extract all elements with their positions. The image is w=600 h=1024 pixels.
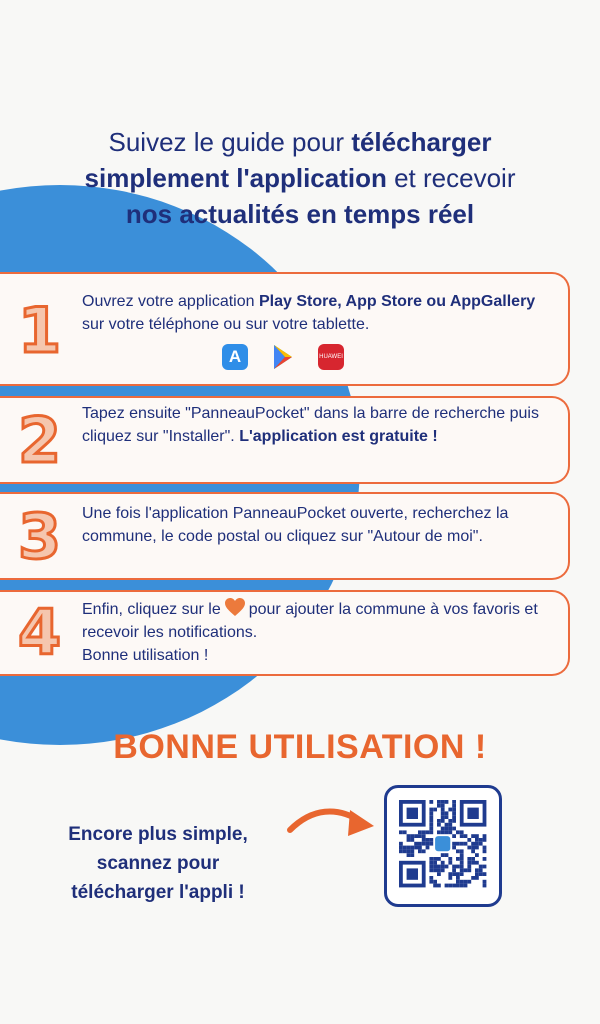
qr-module <box>437 823 441 827</box>
qr-module <box>441 804 445 808</box>
qr-module <box>471 842 475 846</box>
qr-module <box>422 849 426 853</box>
qr-module <box>429 880 433 884</box>
qr-module <box>471 861 475 865</box>
qr-module <box>433 808 437 812</box>
qr-module <box>429 823 433 827</box>
qr-module <box>441 853 445 857</box>
qr-module <box>452 800 456 804</box>
step-text-3: Une fois l'application PanneauPocket ouverte, recherchez la commune, le code postal ou cliquez sur "Autour de moi". <box>82 505 509 545</box>
qr-module <box>429 842 433 846</box>
qr-module <box>399 842 403 846</box>
qr-module <box>475 861 479 865</box>
step-number-2: 2 <box>18 404 62 477</box>
qr-module <box>441 819 445 823</box>
qr-module <box>483 838 487 842</box>
bonne-utilisation-heading: BONNE UTILISATION ! <box>113 728 487 766</box>
qr-module <box>418 846 422 850</box>
qr-module <box>452 842 456 846</box>
qr-module <box>429 830 433 834</box>
qr-module <box>445 853 449 857</box>
qr-module <box>422 838 426 842</box>
qr-module <box>460 830 464 834</box>
qr-module <box>403 830 407 834</box>
qr-module <box>410 853 414 857</box>
qr-module <box>464 884 468 888</box>
qr-module <box>437 865 441 869</box>
qr-module <box>437 819 441 823</box>
qr-module <box>429 861 433 865</box>
qr-module <box>429 808 433 812</box>
qr-module <box>433 865 437 869</box>
qr-module <box>441 827 445 831</box>
qr-module <box>460 853 464 857</box>
qr-module <box>452 846 456 850</box>
qr-module <box>399 849 403 853</box>
qr-module <box>429 815 433 819</box>
title-line1-text: Suivez le guide pour <box>108 127 352 157</box>
qr-module <box>483 865 487 869</box>
qr-module <box>407 846 411 850</box>
qr-finder-pattern <box>407 808 418 819</box>
step-number-4: 4 <box>18 596 62 669</box>
qr-module <box>437 800 441 804</box>
qr-module <box>407 838 411 842</box>
store-icons <box>222 344 344 370</box>
qr-module <box>437 857 441 861</box>
qr-module <box>471 846 475 850</box>
qr-module <box>471 849 475 853</box>
qr-module <box>441 808 445 812</box>
qr-module <box>418 834 422 838</box>
step-number-3: 3 <box>18 500 62 573</box>
qr-code-icon <box>387 788 499 904</box>
qr-module <box>456 880 460 884</box>
qr-module <box>437 868 441 872</box>
qr-module <box>448 876 452 880</box>
qr-module <box>460 868 464 872</box>
qr-module <box>471 876 475 880</box>
qr-module <box>460 880 464 884</box>
qr-module <box>418 830 422 834</box>
step-text-2: Tapez ensuite "PanneauPocket" dans la barre de recherche puis cliquez sur "Installer". L'application est gratuite ! <box>82 405 539 445</box>
qr-module <box>445 811 449 815</box>
qr-module <box>475 872 479 876</box>
qr-module <box>441 865 445 869</box>
qr-module <box>441 861 445 865</box>
qr-module <box>475 846 479 850</box>
qr-module <box>429 838 433 842</box>
qr-module <box>467 861 471 865</box>
qr-module <box>410 846 414 850</box>
qr-module <box>426 846 430 850</box>
qr-module <box>460 857 464 861</box>
qr-module <box>456 876 460 880</box>
qr-module <box>452 815 456 819</box>
title-line2-bold: simplement l'application <box>84 163 387 193</box>
qr-module <box>483 857 487 861</box>
qr-module <box>475 838 479 842</box>
qr-module <box>429 865 433 869</box>
qr-module <box>460 865 464 869</box>
qr-module <box>445 865 449 869</box>
qr-module <box>471 834 475 838</box>
qr-module <box>479 865 483 869</box>
qr-module <box>410 838 414 842</box>
step-card-1 <box>0 272 570 386</box>
qr-module <box>456 849 460 853</box>
qr-logo <box>435 836 450 851</box>
qr-module <box>456 884 460 888</box>
qr-module <box>407 834 411 838</box>
qr-module <box>441 868 445 872</box>
qr-module <box>414 842 418 846</box>
qr-module <box>452 884 456 888</box>
scan-instruction: Encore plus simple, scannez pour télécharger l'appli ! <box>68 824 248 903</box>
qr-module <box>441 815 445 819</box>
qr-module <box>452 865 456 869</box>
qr-module <box>464 834 468 838</box>
page-title <box>0 124 600 232</box>
qr-module <box>475 876 479 880</box>
qr-module <box>429 827 433 831</box>
qr-module <box>445 823 449 827</box>
qr-module <box>456 857 460 861</box>
qr-module <box>483 849 487 853</box>
qr-module <box>448 884 452 888</box>
qr-module <box>460 884 464 888</box>
qr-module <box>460 861 464 865</box>
title-line3-bold: nos actualités en temps réel <box>125 199 475 229</box>
qr-module <box>456 830 460 834</box>
play-store-icon[interactable] <box>270 344 296 370</box>
qr-module <box>433 884 437 888</box>
qr-module <box>437 884 441 888</box>
qr-module <box>479 842 483 846</box>
qr-module <box>452 868 456 872</box>
qr-module <box>429 876 433 880</box>
qr-module <box>460 842 464 846</box>
qr-module <box>422 842 426 846</box>
qr-module <box>483 880 487 884</box>
qr-module <box>448 857 452 861</box>
qr-module <box>464 842 468 846</box>
qr-module <box>414 846 418 850</box>
qr-module <box>448 819 452 823</box>
qr-module <box>475 868 479 872</box>
qr-module <box>410 834 414 838</box>
qr-module <box>429 819 433 823</box>
qr-module <box>437 872 441 876</box>
qr-finder-pattern <box>467 808 478 819</box>
qr-module <box>448 861 452 865</box>
qr-module <box>460 834 464 838</box>
qr-module <box>399 830 403 834</box>
qr-module <box>407 853 411 857</box>
qr-module <box>445 884 449 888</box>
qr-module <box>418 849 422 853</box>
qr-module <box>460 849 464 853</box>
qr-module <box>410 849 414 853</box>
qr-module <box>467 838 471 842</box>
qr-module <box>437 830 441 834</box>
qr-module <box>467 846 471 850</box>
qr-module <box>452 804 456 808</box>
qr-module <box>479 868 483 872</box>
qr-module <box>467 865 471 869</box>
qr-code[interactable] <box>384 785 502 907</box>
qr-module <box>403 849 407 853</box>
qr-module <box>399 846 403 850</box>
qr-module <box>467 857 471 861</box>
step-number-1: 1 <box>18 294 62 367</box>
qr-module <box>414 834 418 838</box>
qr-module <box>445 830 449 834</box>
qr-module <box>456 865 460 869</box>
qr-module <box>452 872 456 876</box>
qr-module <box>426 842 430 846</box>
qr-module <box>483 846 487 850</box>
qr-module <box>467 880 471 884</box>
qr-module <box>456 842 460 846</box>
qr-module <box>429 800 433 804</box>
qr-module <box>460 872 464 876</box>
title-line2-text: et recevoir <box>386 163 516 193</box>
qr-module <box>441 800 445 804</box>
qr-module <box>464 868 468 872</box>
qr-finder-pattern <box>407 868 418 879</box>
qr-module <box>403 846 407 850</box>
qr-module <box>479 838 483 842</box>
qr-module <box>471 857 475 861</box>
qr-module <box>426 838 430 842</box>
qr-module <box>448 823 452 827</box>
step-card-4 <box>0 590 570 676</box>
step-card-3 <box>0 492 570 580</box>
step-card-2 <box>0 396 570 484</box>
qr-module <box>483 834 487 838</box>
qr-module <box>483 872 487 876</box>
qr-module <box>433 861 437 865</box>
qr-module <box>433 880 437 884</box>
qr-module <box>418 842 422 846</box>
qr-module <box>437 804 441 808</box>
qr-module <box>475 842 479 846</box>
step-text-4: Enfin, cliquez sur le pour ajouter la commune à vos favoris et recevoir les notifications. Bonne utilisation ! <box>82 597 550 667</box>
qr-module <box>483 884 487 888</box>
huawei-appgallery-icon[interactable]: HUAWEI <box>318 344 344 370</box>
title-line1-bold: télécharger <box>351 127 492 157</box>
qr-module <box>452 811 456 815</box>
qr-module <box>445 800 449 804</box>
qr-module <box>429 857 433 861</box>
heart-icon <box>224 597 246 617</box>
arrow-icon <box>282 800 378 850</box>
qr-module <box>426 830 430 834</box>
qr-module <box>448 827 452 831</box>
qr-module <box>448 872 452 876</box>
qr-module <box>467 868 471 872</box>
qr-module <box>452 834 456 838</box>
qr-module <box>456 872 460 876</box>
qr-module <box>452 819 456 823</box>
qr-module <box>448 830 452 834</box>
qr-module <box>422 830 426 834</box>
qr-module <box>475 853 479 857</box>
app-store-icon[interactable]: A <box>222 344 248 370</box>
qr-module <box>452 808 456 812</box>
qr-module <box>445 815 449 819</box>
qr-module <box>445 827 449 831</box>
qr-module <box>479 872 483 876</box>
qr-module <box>433 857 437 861</box>
qr-module <box>407 849 411 853</box>
qr-module <box>448 808 452 812</box>
qr-module <box>422 834 426 838</box>
qr-module <box>464 880 468 884</box>
qr-module <box>441 811 445 815</box>
qr-module <box>433 868 437 872</box>
qr-module <box>475 834 479 838</box>
qr-module <box>452 827 456 831</box>
qr-module <box>429 811 433 815</box>
step-text-1: Ouvrez votre application Play Store, App Store ou AppGallery sur votre téléphone ou sur votre tablette. <box>82 293 536 333</box>
qr-module <box>441 830 445 834</box>
qr-module <box>429 868 433 872</box>
